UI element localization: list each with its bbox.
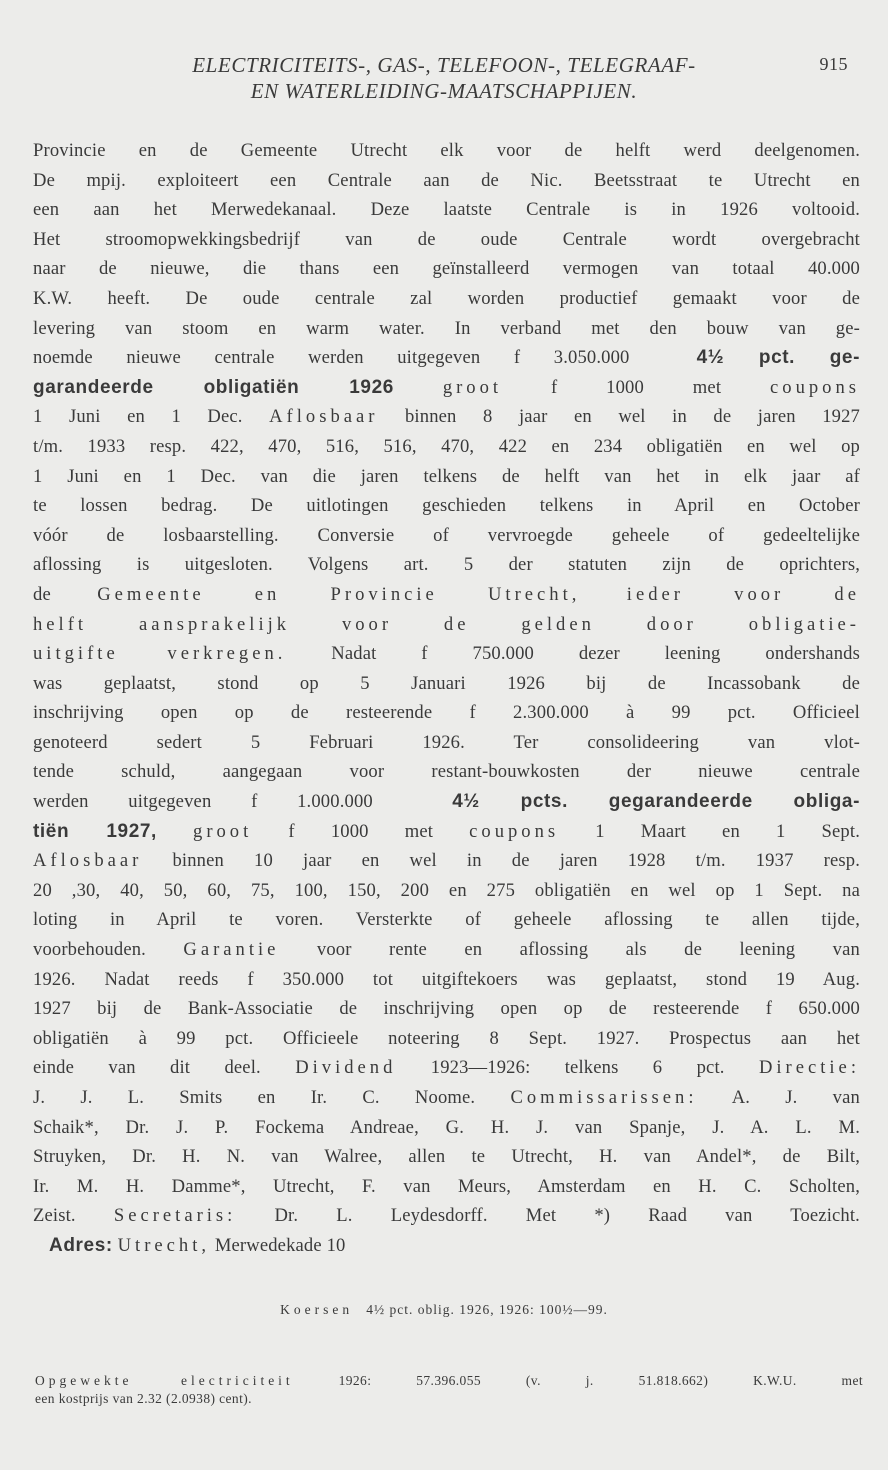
spaced-text: Commissarissen: [510, 1087, 698, 1108]
spaced-text: coupons [770, 376, 860, 398]
text-segment: noemde nieuwe centrale werden uitgegeven f 3.050.000 [33, 347, 630, 369]
text-line [33, 343, 860, 373]
address-value: Merwedekade 10 [214, 1234, 346, 1256]
text-line: aflossing is uitgesloten. Volgens art. 5 der statuten zijn de oprichters, [33, 554, 860, 576]
text-line: Ir. M. H. Damme*, Utrecht, F. van Meurs, Amsterdam en H. C. Scholten, [33, 1175, 860, 1197]
text-line [33, 1201, 860, 1231]
text-line [33, 846, 860, 876]
text-segment: J. J. L. Smits en Ir. C. Noome. [33, 1087, 476, 1108]
text-line [33, 935, 860, 965]
spaced-text: Utrecht, [117, 1234, 211, 1256]
spaced-text: coupons [469, 820, 560, 842]
production-line-1 [35, 1372, 863, 1390]
text-line: helft aansprakelijk voor de gelden door obligatie- [33, 613, 860, 635]
text-line: 1926. Nadat reeds f 350.000 tot uitgiftekoers was geplaatst, stond 19 Aug. [33, 968, 860, 990]
production-label: Opgewekte electriciteit [35, 1373, 294, 1388]
text-segment: 1 Juni en 1 Dec. [33, 406, 243, 428]
production-line-2: een kostprijs van 2.32 (2.0938) cent). [35, 1391, 252, 1406]
text-line: genoteerd sedert 5 Februari 1926. Ter consolideering van vlot- [33, 731, 860, 753]
text-segment: f 1000 met [550, 376, 722, 398]
spaced-text: Dividend [295, 1057, 397, 1079]
spaced-text: Aflosbaar [33, 850, 143, 872]
text-line: 1927 bij de Bank-Associatie de inschrijving open op de resteerende f 650.000 [33, 998, 860, 1020]
text-line: tende schuld, aangegaan voor restant-bouwkosten der nieuwe centrale [33, 761, 860, 783]
text-segment: Zeist. [33, 1205, 76, 1227]
header-line-1: ELECTRICITEITS-, GAS-, TELEFOON-, TELEGRAAF- [192, 53, 696, 77]
koersen-label: Koersen [280, 1302, 354, 1317]
koersen-value: 4½ pct. oblig. 1926, 1926: 100½—99. [366, 1302, 608, 1317]
spaced-text: Directie: [758, 1057, 860, 1079]
address-line [33, 1231, 860, 1261]
text-line: levering van stoom en warm water. In verband met den bouw van ge- [33, 317, 860, 339]
text-line: loting in April te voren. Versterkte of geheele aflossing te allen tijde, [33, 909, 860, 931]
text-line [33, 373, 860, 403]
text-line: was geplaatst, stond op 5 Januari 1926 bij de Incassobank de [33, 672, 860, 694]
bond-issue-title: tiën 1927, [33, 820, 157, 842]
text-line: een aan het Merwedekanaal. Deze laatste Centrale is in 1926 voltooid. [33, 199, 860, 221]
text-line: 1 Juni en 1 Dec. van die jaren telkens de helft van het in elk jaar af [33, 465, 860, 487]
company-description [33, 136, 860, 1261]
text-segment: A. J. van [731, 1087, 860, 1108]
text-segment: voor rente en aflossing als de leening van [316, 939, 860, 961]
text-segment: 1923—1926: telkens 6 pct. [430, 1057, 725, 1079]
text-segment: Nadat f 750.000 dezer leening ondershands [331, 643, 860, 665]
spaced-text: uitgifte verkregen. [33, 643, 287, 665]
bond-issue-title: 4½ pct. ge- [696, 347, 860, 369]
text-line: 20 ,30, 40, 50, 60, 75, 100, 150, 200 en 275 obligatiën en wel op 1 Sept. na [33, 879, 860, 901]
text-line [33, 787, 860, 817]
text-line: te lossen bedrag. De uitlotingen geschieden telkens in April en October [33, 495, 860, 517]
bond-issue-title: garandeerde obligatiën 1926 [33, 376, 394, 398]
text-segment: werden uitgegeven f 1.000.000 [33, 791, 373, 813]
production-note [35, 1372, 863, 1408]
spaced-text: groot [193, 820, 253, 842]
text-line: obligatiën à 99 pct. Officieele noteering 8 Sept. 1927. Prospectus aan het [33, 1027, 860, 1049]
text-line: Struyken, Dr. H. N. van Walree, allen te Utrecht, H. van Andel*, de Bilt, [33, 1146, 860, 1168]
text-line: t/m. 1933 resp. 422, 470, 516, 516, 470, 422 en 234 obligatiën en wel op [33, 435, 860, 457]
production-value: 1926: 57.396.055 (v. j. 51.818.662) K.W.U. met [338, 1373, 863, 1388]
running-header [0, 52, 888, 104]
text-segment: binnen 10 jaar en wel in de jaren 1928 t/m. 1937 resp. [172, 850, 860, 872]
text-line: inschrijving open op de resteerende f 2.300.000 à 99 pct. Officieel [33, 702, 860, 724]
address-label: Adres: [49, 1234, 113, 1256]
koersen-line [0, 1302, 888, 1318]
text-line: De mpij. exploiteert een Centrale aan de Nic. Beetsstraat te Utrecht en [33, 169, 860, 191]
text-segment: de [33, 583, 51, 605]
text-line: naar de nieuwe, die thans een geïnstalleerd vermogen van totaal 40.000 [33, 258, 860, 280]
spaced-text: Garantie [183, 939, 280, 961]
text-line [33, 639, 860, 669]
text-segment: Dr. L. Leydesdorff. Met *) Raad van Toezicht. [274, 1205, 860, 1227]
text-line: vóór de losbaarstelling. Conversie of vervroegde geheele of gedeeltelijke [33, 524, 860, 546]
text-line [33, 1053, 860, 1083]
text-segment: einde van dit deel. [33, 1057, 261, 1079]
text-line [33, 817, 860, 847]
text-line [33, 402, 860, 432]
spaced-text: Gemeente en Provincie Utrecht, [97, 583, 581, 605]
text-line: K.W. heeft. De oude centrale zal worden productief gemaakt voor de [33, 287, 860, 309]
text-line [33, 580, 860, 610]
bond-issue-title: 4½ pcts. gegarandeerde obliga- [452, 791, 860, 813]
page-number: 915 [819, 54, 848, 74]
text-segment: binnen 8 jaar en wel in de jaren 1927 [404, 406, 860, 428]
spaced-text: Aflosbaar [269, 406, 379, 428]
text-segment: voorbehouden. [33, 939, 146, 961]
header-line-2: EN WATERLEIDING-MAATSCHAPPIJEN. [250, 79, 638, 103]
text-line: Provincie en de Gemeente Utrecht elk voor de helft werd deelgenomen. [33, 140, 860, 161]
spaced-text: ieder voor de [626, 583, 860, 605]
spaced-text: Secretaris: [113, 1205, 237, 1227]
text-line [33, 1083, 860, 1113]
text-segment: 1 Maart en 1 Sept. [595, 820, 860, 842]
text-line: Schaik*, Dr. J. P. Fockema Andreae, G. H. J. van Spanje, J. A. L. M. [33, 1116, 860, 1138]
spaced-text: groot [442, 376, 503, 398]
text-segment: f 1000 met [288, 820, 434, 842]
text-line: Het stroomopwekkingsbedrijf van de oude Centrale wordt overgebracht [33, 228, 860, 250]
